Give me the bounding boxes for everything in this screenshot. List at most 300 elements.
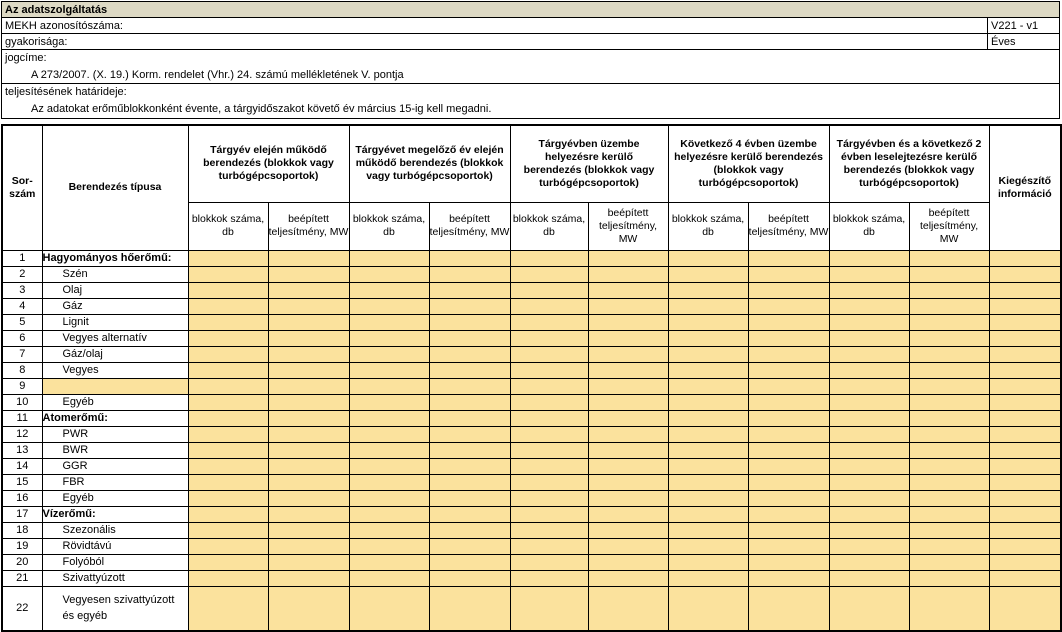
data-input-cell[interactable]	[510, 314, 588, 330]
data-input-cell[interactable]	[668, 362, 748, 378]
data-input-cell[interactable]	[909, 538, 989, 554]
data-input-cell[interactable]	[510, 266, 588, 282]
row-number: 22	[2, 586, 42, 631]
data-input-cell[interactable]	[429, 378, 510, 394]
extra-info-cell[interactable]	[989, 570, 1061, 586]
row-number: 2	[2, 266, 42, 282]
data-input-cell[interactable]	[349, 378, 429, 394]
data-input-cell[interactable]	[268, 538, 349, 554]
data-input-cell[interactable]	[829, 538, 909, 554]
data-input-cell[interactable]	[349, 474, 429, 490]
data-input-cell[interactable]	[829, 250, 909, 266]
data-input-cell[interactable]	[349, 298, 429, 314]
data-input-cell[interactable]	[588, 378, 668, 394]
extra-info-cell[interactable]	[989, 378, 1061, 394]
data-input-cell[interactable]	[668, 346, 748, 362]
data-input-cell[interactable]	[429, 570, 510, 586]
data-input-cell[interactable]	[510, 346, 588, 362]
data-input-cell[interactable]	[268, 362, 349, 378]
row-type-label: Vegyes	[42, 362, 188, 378]
data-input-cell[interactable]	[510, 378, 588, 394]
data-input-cell[interactable]	[268, 314, 349, 330]
data-input-cell[interactable]	[588, 538, 668, 554]
data-input-cell[interactable]	[829, 410, 909, 426]
data-input-cell[interactable]	[429, 362, 510, 378]
table-row	[2, 554, 1061, 570]
group-3-text: Tárgyévben üzembe helyezésre kerülő berendezés (blokkok vagy turbógépcsoportok)	[523, 137, 655, 189]
data-input-cell[interactable]	[429, 426, 510, 442]
data-input-cell[interactable]	[668, 586, 748, 631]
data-input-cell[interactable]	[510, 474, 588, 490]
mekh-label: MEKH azonosítószáma:	[5, 20, 123, 32]
data-input-cell[interactable]	[668, 410, 748, 426]
data-input-cell[interactable]	[510, 538, 588, 554]
extra-info-cell[interactable]	[989, 410, 1061, 426]
data-input-cell[interactable]	[829, 522, 909, 538]
extra-info-cell[interactable]	[989, 330, 1061, 346]
data-input-cell[interactable]	[188, 394, 268, 410]
group-2-text: Tárgyévet megelőző év elején működő berendezés (blokkok vagy turbógépcsoportok)	[355, 144, 504, 183]
legal-basis-label: jogcíme:	[5, 52, 47, 64]
data-input-cell[interactable]	[349, 570, 429, 586]
data-input-cell[interactable]	[909, 346, 989, 362]
data-input-cell[interactable]	[510, 410, 588, 426]
data-input-cell[interactable]	[668, 394, 748, 410]
data-input-cell[interactable]	[588, 442, 668, 458]
data-input-cell[interactable]	[588, 314, 668, 330]
extra-info-cell[interactable]	[989, 586, 1061, 631]
data-input-cell[interactable]	[829, 346, 909, 362]
data-input-cell[interactable]	[510, 362, 588, 378]
data-input-cell[interactable]	[909, 298, 989, 314]
data-input-cell[interactable]	[510, 282, 588, 298]
data-input-cell[interactable]	[349, 362, 429, 378]
data-input-cell[interactable]	[268, 570, 349, 586]
mekh-value: V221 - v1	[987, 18, 1059, 33]
data-input-cell[interactable]	[668, 538, 748, 554]
data-input-cell[interactable]	[188, 474, 268, 490]
data-input-cell[interactable]	[668, 442, 748, 458]
extra-info-cell[interactable]	[989, 458, 1061, 474]
data-input-cell[interactable]	[829, 282, 909, 298]
table-row	[2, 538, 1061, 554]
row-type-label: Folyóból	[42, 554, 188, 570]
row-number: 8	[2, 362, 42, 378]
data-input-cell[interactable]	[748, 554, 829, 570]
data-input-cell[interactable]	[748, 538, 829, 554]
row-number: 5	[2, 314, 42, 330]
data-input-cell[interactable]	[909, 554, 989, 570]
data-input-cell[interactable]	[510, 458, 588, 474]
data-service-info	[1, 1, 1060, 119]
header-type	[42, 125, 188, 250]
table-row	[2, 570, 1061, 586]
data-input-cell[interactable]	[829, 314, 909, 330]
data-input-cell[interactable]	[748, 394, 829, 410]
data-input-cell[interactable]	[349, 458, 429, 474]
data-input-cell[interactable]	[349, 314, 429, 330]
data-input-cell[interactable]	[268, 442, 349, 458]
data-input-cell[interactable]	[429, 330, 510, 346]
data-input-cell[interactable]	[429, 394, 510, 410]
deadline-row	[2, 84, 1059, 118]
data-input-cell[interactable]	[429, 586, 510, 631]
data-input-cell[interactable]	[349, 442, 429, 458]
header-type-text: Berendezés típusa	[68, 181, 162, 194]
data-input-cell[interactable]	[909, 426, 989, 442]
extra-info-cell[interactable]	[989, 266, 1061, 282]
data-input-cell[interactable]	[349, 426, 429, 442]
data-input-cell[interactable]	[748, 474, 829, 490]
data-input-cell[interactable]	[188, 250, 268, 266]
data-input-cell[interactable]	[188, 410, 268, 426]
data-input-cell[interactable]	[429, 522, 510, 538]
data-input-cell[interactable]	[748, 266, 829, 282]
table-row	[2, 282, 1061, 298]
data-input-cell[interactable]	[429, 442, 510, 458]
data-input-cell[interactable]	[429, 410, 510, 426]
extra-info-cell[interactable]	[989, 554, 1061, 570]
row-type-label: Egyéb	[42, 394, 188, 410]
data-input-cell[interactable]	[668, 490, 748, 506]
data-input-cell[interactable]	[510, 586, 588, 631]
data-input-cell[interactable]	[188, 506, 268, 522]
legal-basis-value: A 273/2007. (X. 19.) Korm. rendelet (Vhr.) 24. számú mellékletének V. pontja	[31, 69, 404, 81]
data-input-cell[interactable]	[429, 250, 510, 266]
data-input-cell[interactable]	[909, 394, 989, 410]
data-input-cell[interactable]	[588, 474, 668, 490]
data-input-cell[interactable]	[909, 474, 989, 490]
data-input-cell[interactable]	[188, 362, 268, 378]
data-input-cell[interactable]	[748, 250, 829, 266]
data-input-cell[interactable]	[588, 586, 668, 631]
data-input-cell[interactable]	[188, 490, 268, 506]
deadline-value: Az adatokat erőműblokkonként évente, a tárgyidőszakot követő év március 15-ig kell megadni.	[31, 103, 492, 115]
data-input-cell[interactable]	[188, 282, 268, 298]
data-input-cell[interactable]	[909, 442, 989, 458]
row-type-label: PWR	[42, 426, 188, 442]
data-input-cell[interactable]	[668, 426, 748, 442]
data-input-cell[interactable]	[829, 490, 909, 506]
data-input-cell[interactable]	[268, 490, 349, 506]
data-input-cell[interactable]	[909, 490, 989, 506]
data-input-cell[interactable]	[429, 474, 510, 490]
data-input-cell[interactable]	[829, 506, 909, 522]
table-row	[2, 298, 1061, 314]
data-input-cell[interactable]	[748, 330, 829, 346]
data-input-cell[interactable]	[668, 522, 748, 538]
data-input-cell[interactable]	[829, 426, 909, 442]
data-input-cell[interactable]	[188, 458, 268, 474]
data-input-cell[interactable]	[588, 490, 668, 506]
data-input-cell[interactable]	[188, 570, 268, 586]
data-input-cell[interactable]	[748, 442, 829, 458]
data-input-cell[interactable]	[668, 298, 748, 314]
data-input-cell[interactable]	[429, 506, 510, 522]
data-input-cell[interactable]	[588, 298, 668, 314]
row-type-label: Vegyesen szivattyúzott és egyéb	[42, 586, 188, 631]
data-input-cell[interactable]	[668, 314, 748, 330]
data-input-cell[interactable]	[268, 458, 349, 474]
extra-info-cell[interactable]	[989, 282, 1061, 298]
data-input-cell[interactable]	[429, 490, 510, 506]
data-input-cell[interactable]	[588, 330, 668, 346]
data-input-cell[interactable]	[588, 458, 668, 474]
data-input-cell[interactable]	[909, 250, 989, 266]
data-input-cell[interactable]	[188, 586, 268, 631]
extra-info-cell[interactable]	[989, 522, 1061, 538]
data-input-cell[interactable]	[748, 522, 829, 538]
data-input-cell[interactable]	[829, 298, 909, 314]
data-input-cell[interactable]	[748, 570, 829, 586]
table-row	[2, 362, 1061, 378]
data-input-cell[interactable]	[748, 458, 829, 474]
row-number: 18	[2, 522, 42, 538]
data-input-cell[interactable]	[829, 394, 909, 410]
data-input-cell[interactable]	[909, 522, 989, 538]
data-input-cell[interactable]	[668, 458, 748, 474]
data-input-cell[interactable]	[429, 346, 510, 362]
data-input-cell[interactable]	[668, 282, 748, 298]
data-input-cell[interactable]	[510, 394, 588, 410]
table-row	[2, 458, 1061, 474]
frequency-value: Éves	[987, 34, 1059, 49]
extra-info-cell[interactable]	[989, 346, 1061, 362]
table-row	[2, 394, 1061, 410]
data-input-cell[interactable]	[909, 586, 989, 631]
data-input-cell[interactable]	[829, 266, 909, 282]
table-row	[2, 314, 1061, 330]
data-input-cell[interactable]	[909, 410, 989, 426]
data-input-cell[interactable]	[668, 554, 748, 570]
data-input-cell[interactable]	[748, 490, 829, 506]
data-input-cell[interactable]	[829, 586, 909, 631]
mekh-row	[2, 18, 1059, 34]
extra-info-cell[interactable]	[989, 314, 1061, 330]
extra-info-cell[interactable]	[989, 506, 1061, 522]
extra-info-cell[interactable]	[989, 394, 1061, 410]
data-input-cell[interactable]	[268, 394, 349, 410]
row-number: 17	[2, 506, 42, 522]
data-input-cell[interactable]	[268, 410, 349, 426]
data-input-cell[interactable]	[748, 282, 829, 298]
data-input-cell[interactable]	[909, 458, 989, 474]
row-number: 16	[2, 490, 42, 506]
data-input-cell[interactable]	[268, 346, 349, 362]
data-input-cell[interactable]	[829, 362, 909, 378]
extra-info-cell[interactable]	[989, 538, 1061, 554]
row-number: 15	[2, 474, 42, 490]
table-row	[2, 586, 1061, 631]
data-input-cell[interactable]	[748, 346, 829, 362]
data-input-cell[interactable]	[588, 362, 668, 378]
data-input-cell[interactable]	[268, 282, 349, 298]
data-input-cell[interactable]	[668, 570, 748, 586]
table-header-row	[2, 125, 1061, 202]
data-input-cell[interactable]	[668, 506, 748, 522]
data-input-cell[interactable]	[429, 282, 510, 298]
data-input-cell[interactable]	[829, 474, 909, 490]
data-input-cell[interactable]	[909, 362, 989, 378]
data-input-cell[interactable]	[268, 298, 349, 314]
data-input-cell[interactable]	[429, 458, 510, 474]
data-input-cell[interactable]	[268, 474, 349, 490]
table-row	[2, 522, 1061, 538]
data-input-cell[interactable]	[909, 506, 989, 522]
data-input-cell[interactable]	[268, 586, 349, 631]
data-input-cell[interactable]	[349, 330, 429, 346]
data-input-cell[interactable]	[748, 362, 829, 378]
data-input-cell[interactable]	[349, 490, 429, 506]
data-input-cell[interactable]	[748, 314, 829, 330]
data-input-cell[interactable]	[188, 442, 268, 458]
data-input-cell[interactable]	[188, 522, 268, 538]
data-input-cell[interactable]	[510, 554, 588, 570]
data-input-cell[interactable]	[748, 298, 829, 314]
table-row	[2, 266, 1061, 282]
data-input-cell[interactable]	[188, 554, 268, 570]
data-input-cell[interactable]	[588, 250, 668, 266]
data-input-cell[interactable]	[588, 410, 668, 426]
data-input-cell[interactable]	[349, 266, 429, 282]
data-input-cell[interactable]	[510, 442, 588, 458]
extra-info-cell[interactable]	[989, 298, 1061, 314]
data-input-cell[interactable]	[188, 426, 268, 442]
deadline-label: teljesítésének határideje:	[5, 86, 127, 98]
data-input-cell[interactable]	[829, 554, 909, 570]
data-input-cell[interactable]	[510, 522, 588, 538]
data-input-cell[interactable]	[349, 554, 429, 570]
data-input-cell[interactable]	[909, 266, 989, 282]
data-input-cell[interactable]	[510, 506, 588, 522]
table-row	[2, 346, 1061, 362]
extra-info-cell[interactable]	[989, 474, 1061, 490]
data-input-cell[interactable]	[349, 394, 429, 410]
row-number: 21	[2, 570, 42, 586]
data-input-cell[interactable]	[909, 330, 989, 346]
data-input-cell[interactable]	[268, 330, 349, 346]
sub-power-3: beépített teljesítmény, MW	[588, 202, 668, 250]
extra-info-cell[interactable]	[989, 250, 1061, 266]
data-input-cell[interactable]	[349, 586, 429, 631]
data-input-cell[interactable]	[429, 298, 510, 314]
data-input-cell[interactable]	[510, 250, 588, 266]
data-input-cell[interactable]	[268, 378, 349, 394]
data-input-cell[interactable]	[829, 442, 909, 458]
group-5-text: Tárgyévben és a következő 2 évben leselejtezésre kerülő berendezés (blokkok vagy turbógépcsoportok)	[836, 137, 982, 189]
data-input-cell[interactable]	[349, 346, 429, 362]
data-input-cell[interactable]	[748, 410, 829, 426]
header-extra	[989, 125, 1061, 250]
data-input-cell[interactable]	[268, 266, 349, 282]
data-input-cell[interactable]	[668, 266, 748, 282]
data-input-cell[interactable]	[268, 506, 349, 522]
data-input-cell[interactable]	[268, 250, 349, 266]
table-row	[2, 378, 1061, 394]
extra-info-cell[interactable]	[989, 490, 1061, 506]
data-input-cell[interactable]	[510, 330, 588, 346]
data-input-cell[interactable]	[588, 522, 668, 538]
data-input-cell[interactable]	[909, 378, 989, 394]
data-input-cell[interactable]	[748, 378, 829, 394]
data-input-cell[interactable]	[829, 570, 909, 586]
data-input-cell[interactable]	[268, 426, 349, 442]
data-input-cell[interactable]	[510, 490, 588, 506]
data-input-cell[interactable]	[510, 426, 588, 442]
sub-count-5: blokkok száma, db	[829, 202, 909, 250]
data-input-cell[interactable]	[588, 570, 668, 586]
data-input-cell[interactable]	[188, 330, 268, 346]
extra-info-cell[interactable]	[989, 442, 1061, 458]
data-input-cell[interactable]	[829, 378, 909, 394]
data-input-cell[interactable]	[668, 474, 748, 490]
data-input-cell[interactable]	[188, 538, 268, 554]
data-input-cell[interactable]	[668, 250, 748, 266]
data-input-cell[interactable]	[349, 250, 429, 266]
data-input-cell[interactable]	[510, 570, 588, 586]
data-input-cell[interactable]	[429, 266, 510, 282]
data-input-cell[interactable]	[588, 394, 668, 410]
data-input-cell[interactable]	[268, 554, 349, 570]
data-input-cell[interactable]	[748, 586, 829, 631]
sub-count-1: blokkok száma, db	[188, 202, 268, 250]
data-input-cell[interactable]	[668, 378, 748, 394]
data-input-cell[interactable]	[588, 266, 668, 282]
data-input-cell[interactable]	[188, 378, 268, 394]
data-input-cell[interactable]	[188, 314, 268, 330]
data-input-cell[interactable]	[909, 314, 989, 330]
data-input-cell[interactable]	[588, 554, 668, 570]
data-input-cell[interactable]	[588, 346, 668, 362]
data-input-cell[interactable]	[588, 282, 668, 298]
data-input-cell[interactable]	[349, 538, 429, 554]
data-input-cell[interactable]	[909, 282, 989, 298]
data-input-cell[interactable]	[268, 522, 349, 538]
row-number: 3	[2, 282, 42, 298]
data-input-cell[interactable]	[429, 314, 510, 330]
data-input-cell[interactable]	[829, 458, 909, 474]
data-input-cell[interactable]	[510, 298, 588, 314]
data-input-cell[interactable]	[188, 266, 268, 282]
info-header-text: Az adatszolgáltatás	[5, 4, 108, 16]
extra-info-cell[interactable]	[989, 426, 1061, 442]
data-input-cell[interactable]	[909, 570, 989, 586]
row-number: 1	[2, 250, 42, 266]
data-input-cell[interactable]	[588, 506, 668, 522]
row-number: 13	[2, 442, 42, 458]
extra-info-cell[interactable]	[989, 362, 1061, 378]
row-type-label: Rövidtávú	[42, 538, 188, 554]
data-input-cell[interactable]	[188, 298, 268, 314]
data-input-cell[interactable]	[748, 426, 829, 442]
data-input-cell[interactable]	[349, 522, 429, 538]
data-input-cell[interactable]	[429, 538, 510, 554]
data-input-cell[interactable]	[668, 330, 748, 346]
row-number: 9	[2, 378, 42, 394]
row-type-label: Szivattyúzott	[42, 570, 188, 586]
sub-power-5: beépített teljesítmény, MW	[909, 202, 989, 250]
data-input-cell[interactable]	[188, 346, 268, 362]
data-input-cell[interactable]	[349, 282, 429, 298]
row-number: 10	[2, 394, 42, 410]
data-input-cell[interactable]	[829, 330, 909, 346]
data-input-cell[interactable]	[349, 506, 429, 522]
table-body	[2, 250, 1061, 631]
data-input-cell[interactable]	[349, 410, 429, 426]
data-input-cell[interactable]	[588, 426, 668, 442]
data-input-cell[interactable]	[748, 506, 829, 522]
data-input-cell[interactable]	[429, 554, 510, 570]
